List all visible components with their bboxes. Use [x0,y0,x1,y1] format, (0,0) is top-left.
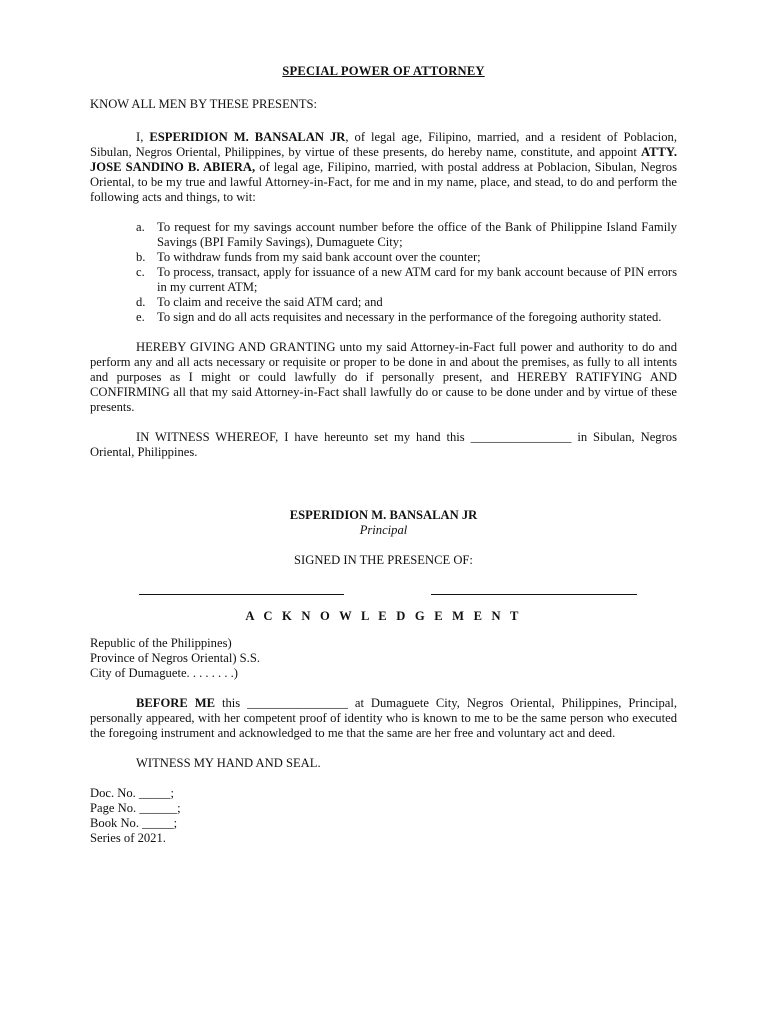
attorney-name-inline: ATTY. JOSE SANDINO B. ABIERA, [90,145,677,174]
before-me-lead: BEFORE ME [136,696,216,710]
list-item [90,250,677,265]
document-page [90,64,677,846]
venue-line: City of Dumaguete. . . . . . . .) [90,666,238,680]
witness-whereof-paragraph: IN WITNESS WHEREOF, I have hereunto set my hand this ________________ in Sibulan, Negros Oriental, Philippines. [90,430,677,459]
list-item-letter: a. [136,220,145,234]
list-item-text: To request for my savings account number before the office of the Bank of Philippine Island Family Savings (BPI Family Savings), Dumaguete City; [157,220,677,249]
acts-list [90,220,677,325]
witness-signature-line-right [431,594,637,595]
signed-presence-label: SIGNED IN THE PRESENCE OF: [294,553,473,567]
intro-paragraph [90,130,677,205]
before-me-paragraph [90,696,677,741]
granting-paragraph: HEREBY GIVING AND GRANTING unto my said Attorney-in-Fact full power and authority to do and perform any and all acts necessary or requisite or proper to be done in and about the premises, as fully to all intents and purposes as I might or could lawfully do if personally present, and HEREBY RATIFYING AND CONFIRMING all that my said Attorney-in-Fact shall lawfully do or cause to be done under and by virtue of these presents. [90,340,677,414]
document-title: SPECIAL POWER OF ATTORNEY [282,64,485,78]
notarial-line: Series of 2021. [90,831,166,845]
witness-signature-lines [90,585,677,603]
list-item-text: To sign and do all acts requisites and necessary in the performance of the foregoing authority stated. [157,310,662,324]
before-me-text: this ________________ at Dumaguete City, Negros Oriental, Philippines, Principal, personally appeared, with her competent proof of identity who is known to me to be the same person who executed the foregoing instrument and acknowledged to me that the same are her free and voluntary act and deed. [90,696,678,740]
notarial-register [90,786,677,846]
witness-seal-label: WITNESS MY HAND AND SEAL. [136,756,321,770]
witness-signature-line-left [139,594,344,595]
list-item-letter: e. [136,310,145,324]
list-item-letter: b. [136,250,146,264]
list-item [90,265,677,295]
intro-text-2: , of legal age, Filipino, married, and a resident of Poblacion, Sibulan, Negros Oriental, Philippines, by virtue of these presents, do hereby name, constitute, and appoint [90,130,677,159]
list-item-text: To claim and receive the said ATM card; and [157,295,383,309]
list-item [90,220,677,250]
principal-signature-block [90,508,677,538]
notarial-line: Doc. No. _____; [90,786,174,800]
venue-block [90,636,677,681]
principal-name-inline: ESPERIDION M. BANSALAN JR [149,130,346,144]
list-item-text: To process, transact, apply for issuance of a new ATM card for my bank account because of PIN errors in my current ATM; [157,265,677,294]
notarial-line: Book No. _____; [90,816,178,830]
intro-text-1: I, [136,130,150,144]
notarial-line: Page No. ______; [90,801,181,815]
list-item-letter: c. [136,265,145,279]
venue-line: Province of Negros Oriental) S.S. [90,651,260,665]
preamble: KNOW ALL MEN BY THESE PRESENTS: [90,97,318,111]
intro-text-3: of legal age, Filipino, married, with postal address at Poblacion, Sibulan, Negros Oriental, to be my true and lawful Attorney-in-Fact, for me and in my name, place, and stead, to do and perform the following acts and things, to wit: [90,160,677,204]
principal-role: Principal [359,523,408,537]
spacer [90,475,677,508]
list-item [90,295,677,310]
list-item-letter: d. [136,295,146,309]
principal-signature-name: ESPERIDION M. BANSALAN JR [289,508,478,522]
venue-line: Republic of the Philippines) [90,636,232,650]
list-item [90,310,677,325]
acknowledgement-title: A C K N O W L E D G E M E N T [245,609,522,623]
list-item-text: To withdraw funds from my said bank account over the counter; [157,250,481,264]
